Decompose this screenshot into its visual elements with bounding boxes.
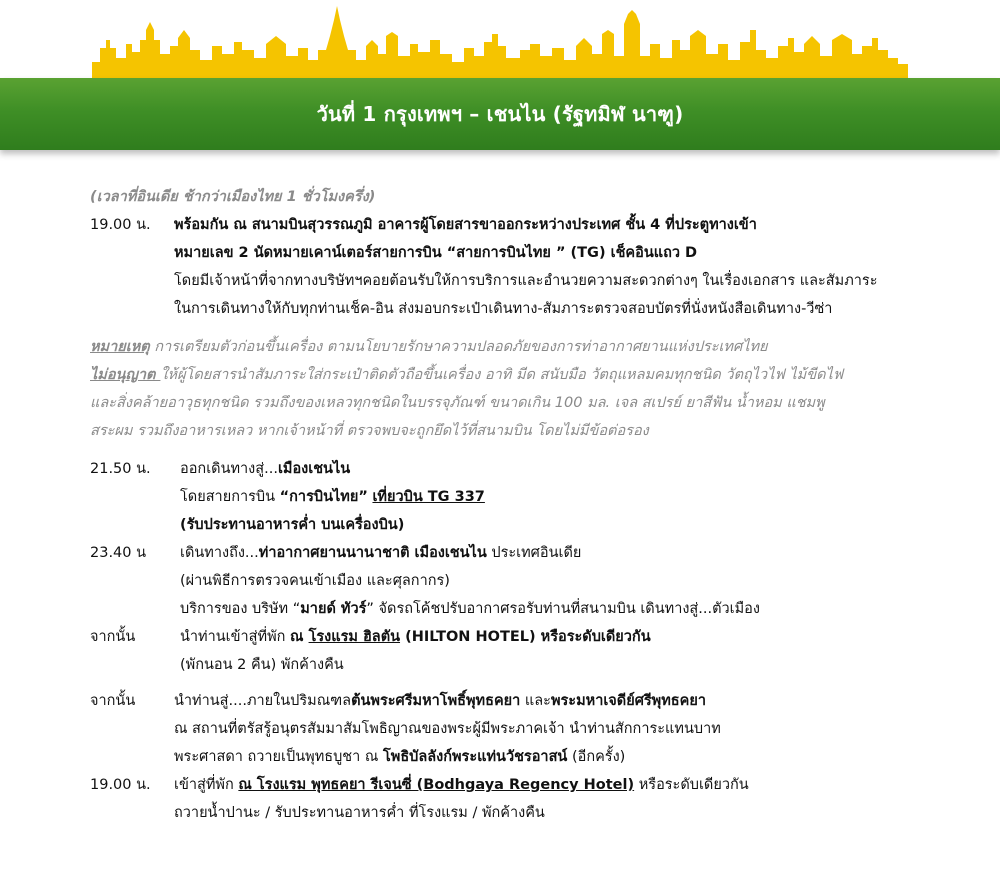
s4-line-2 bbox=[90, 651, 930, 679]
s2-flight-number: เที่ยวบิน TG 337 bbox=[372, 489, 485, 505]
s4-hotel-en: (HILTON HOTEL) หรือระดับเดียวกัน bbox=[400, 629, 651, 645]
remark-text-2 bbox=[90, 361, 843, 389]
s5-prefix: นำท่านสู่....ภายในปริมณฑล bbox=[174, 693, 352, 709]
s5-worship: พระศาสดา ถวายเป็นพุทธบูชา ณ bbox=[174, 749, 383, 765]
s5-bodhi-tree: ต้นพระศรีมหาโพธิ์พุทธคยา bbox=[351, 693, 521, 709]
remark-text-4: สระผม รวมถึงอาหารเหลว หากเจ้าหน้าที่ ตรวจพบจะถูกยึดไว้ที่สนามบิน โดยไม่มีข้อต่อรอง bbox=[90, 423, 649, 439]
s5-throne: โพธิบัลลังก์พระแท่นวัชรอาสน์ bbox=[382, 749, 568, 765]
s2-text-3: (รับประทานอาหารค่ำ บนเครื่องบิน) bbox=[180, 517, 405, 533]
s3-line-1 bbox=[90, 539, 930, 567]
s2-airline: “การบินไทย” bbox=[279, 489, 368, 505]
s5-text-2: ณ สถานที่ตรัสรู้อนุตรสัมมาสัมโพธิญาณของพระผู้มีพระภาคเจ้า นำท่านสักการะแทนบาท bbox=[174, 721, 721, 737]
title-banner bbox=[0, 78, 1000, 150]
remark-line-3 bbox=[90, 389, 930, 417]
s2-line-1 bbox=[90, 455, 930, 483]
s2-line-2 bbox=[90, 483, 930, 511]
s6-text-1 bbox=[174, 771, 749, 799]
s2-line-3 bbox=[90, 511, 930, 539]
s4-text-2: (พักนอน 2 คืน) พักค้างคืน bbox=[180, 657, 344, 673]
s5-again: (อีกครั้ง) bbox=[567, 749, 626, 765]
s2-airline-prefix: โดยสายการบิน bbox=[180, 489, 280, 505]
s3-line-2 bbox=[90, 567, 930, 595]
s4-at: ณ bbox=[290, 629, 309, 645]
s6-prefix: เข้าสู่ที่พัก bbox=[174, 777, 239, 793]
city-skyline-graphic bbox=[0, 0, 1000, 80]
s5-line-2 bbox=[90, 715, 930, 743]
s6-line-1 bbox=[90, 771, 930, 799]
remark-line-2 bbox=[90, 361, 930, 389]
remark-line-1 bbox=[90, 333, 930, 361]
s5-time: จากนั้น bbox=[90, 693, 136, 709]
s1-text-4: ในการเดินทางให้กับทุกท่านเช็ค-อิน ส่งมอบกระเป๋าเดินทาง-สัมภาระตรวจสอบบัตรที่นั่งหนังสือเดินทาง-วีซ่า bbox=[174, 301, 833, 317]
s5-and: และ bbox=[520, 693, 551, 709]
s3-arrive: เดินทางถึง... bbox=[180, 545, 259, 561]
s3-text-1 bbox=[180, 539, 581, 567]
s6-hotel: ณ โรงแรม พุทธคยา รีเจนซี่ (Bodhgaya Regency Hotel) bbox=[238, 777, 635, 793]
s6-text-2: ถวายน้ำปานะ / รับประทานอาหารค่ำ ที่โรงแรม / พักค้างคืน bbox=[174, 805, 545, 821]
s6-suffix: หรือระดับเดียวกัน bbox=[634, 777, 749, 793]
s3-service-prefix: บริการของ บริษัท “ bbox=[180, 601, 301, 617]
time-note-line bbox=[90, 183, 930, 211]
day-title: วันที่ 1 กรุงเทพฯ – เชนไน (รัฐทมิฬ นาฑู) bbox=[316, 102, 684, 126]
s3-airport: ท่าอากาศยานนานาชาติ เมืองเชนไน bbox=[258, 545, 487, 561]
s1-line-4 bbox=[90, 295, 930, 323]
s2-destination: เมืองเชนไน bbox=[277, 461, 351, 477]
s2-depart: ออกเดินทางสู่... bbox=[180, 461, 278, 477]
s1-line-3 bbox=[90, 267, 930, 295]
s2-text-1 bbox=[180, 455, 350, 483]
s5-text-1 bbox=[174, 687, 706, 715]
not-allowed-label: ไม่อนุญาต bbox=[90, 367, 161, 383]
s3-time: 23.40 น bbox=[90, 545, 147, 561]
s3-company: มายด์ ทัวร์ bbox=[300, 601, 367, 617]
remark-line-4 bbox=[90, 417, 930, 445]
remark-text-3: และสิ่งคล้ายอาวุธทุกชนิด รวมถึงของเหลวทุกชนิดในบรรจุภัณฑ์ ขนาดเกิน 100 มล. เจล สเปรย์ ยาสีฟัน น้ำหอม แชมพู bbox=[90, 395, 825, 411]
s1-text-2: หมายเลข 2 นัดหมายเคาน์เตอร์สายการบิน “สายการบินไทย ” (TG) เช็คอินแถว D bbox=[174, 245, 698, 261]
s3-line-3 bbox=[90, 595, 930, 623]
s6-time: 19.00 น. bbox=[90, 777, 151, 793]
s6-line-2 bbox=[90, 799, 930, 827]
s1-line-2 bbox=[90, 239, 930, 267]
remark-text-1 bbox=[90, 333, 768, 361]
s3-text-2: (ผ่านพิธีการตรวจคนเข้าเมือง และศุลกากร) bbox=[180, 573, 450, 589]
s4-hotel: โรงแรม ฮิลตัน bbox=[308, 629, 401, 645]
s3-service-suffix: ” จัดรถโค้ชปรับอากาศรอรับท่านที่สนามบิน เดินทางสู่...ตัวเมือง bbox=[366, 601, 760, 617]
remark-body-1: การเตรียมตัวก่อนขึ้นเครื่อง ตามนโยบายรักษาความปลอดภัยของการท่าอากาศยานแห่งประเทศไทย bbox=[149, 339, 768, 355]
s4-time: จากนั้น bbox=[90, 629, 136, 645]
itinerary-content bbox=[90, 183, 930, 827]
s5-line-1 bbox=[90, 687, 930, 715]
s4-prefix: นำท่านเข้าสู่ที่พัก bbox=[180, 629, 291, 645]
s5-line-3 bbox=[90, 743, 930, 771]
s1-text-3: โดยมีเจ้าหน้าที่จากทางบริษัทฯคอยต้อนรับให้การบริการและอำนวยความสะดวกต่างๆ ในเรื่องเอกสาร และสัมภาระ bbox=[174, 273, 878, 289]
s3-country: ประเทศอินเดีย bbox=[486, 545, 582, 561]
s2-time: 21.50 น. bbox=[90, 461, 151, 477]
s1-text-1: พร้อมกัน ณ สนามบินสุวรรณภูมิ อาคารผู้โดยสารขาออกระหว่างประเทศ ชั้น 4 ที่ประตูทางเข้า bbox=[174, 217, 757, 233]
s5-stupa: พระมหาเจดีย์ศรีพุทธคยา bbox=[550, 693, 706, 709]
s3-text-3 bbox=[180, 595, 760, 623]
s4-text-1 bbox=[180, 623, 651, 651]
s4-line-1 bbox=[90, 623, 930, 651]
time-difference-note: (เวลาที่อินเดีย ช้ากว่าเมืองไทย 1 ชั่วโมงครึ่ง) bbox=[90, 189, 376, 205]
s1-line-1 bbox=[90, 211, 930, 239]
s5-text-3 bbox=[174, 743, 625, 771]
remark-label: หมายเหตุ bbox=[90, 339, 150, 355]
s2-text-2 bbox=[180, 483, 485, 511]
s1-time: 19.00 น. bbox=[90, 217, 151, 233]
remark-body-2: ให้ผู้โดยสารนำสัมภาระใส่กระเป๋าติดตัวถือขึ้นเครื่อง อาทิ มีด สนับมือ วัตถุแหลมคมทุกชนิด วัตถุไวไฟ ไม้ขีดไฟ bbox=[160, 367, 844, 383]
